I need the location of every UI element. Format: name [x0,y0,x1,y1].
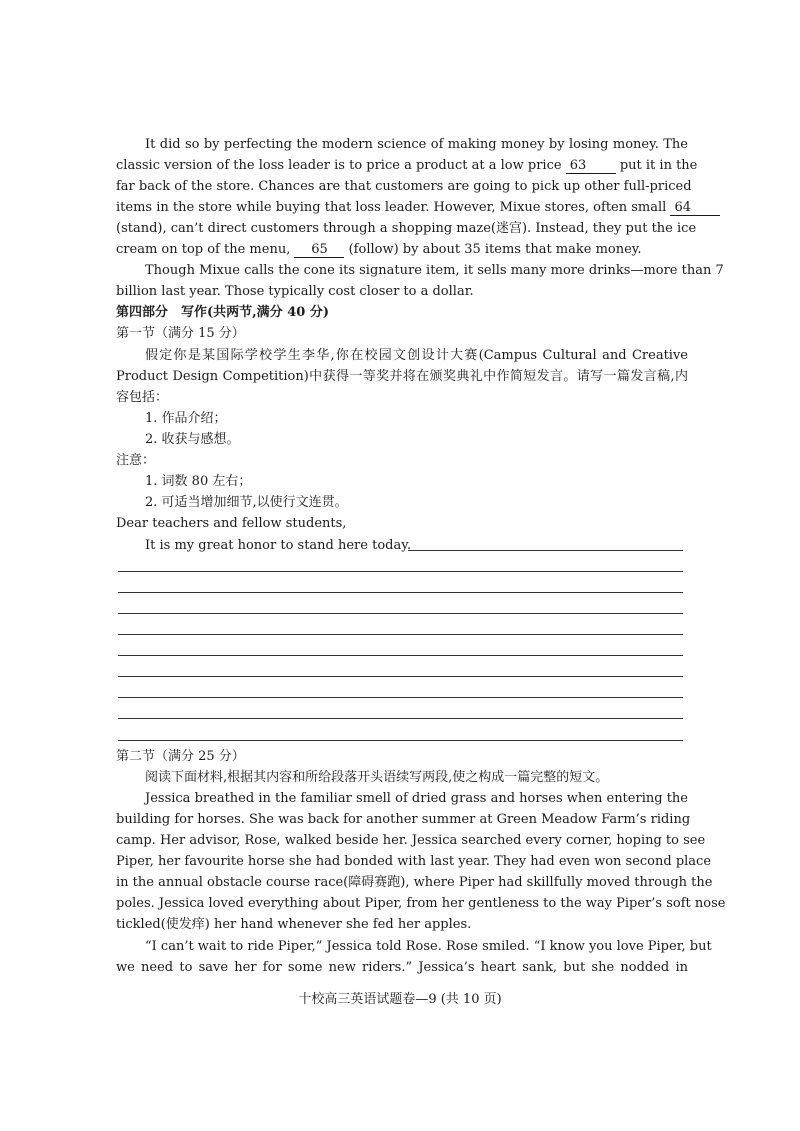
note-item-2: 2. 可适当增加细节,以使行文连贯。 [145,495,348,510]
blank-64: 64 [670,200,720,216]
story-line-9: we need to save her for some new riders.” Jessica’s heart sank, but she nodded in [116,960,688,975]
passage-line-4: items in the store while buying that loss leader. However, Mixue stores, often small 64 [116,197,688,218]
writing-line[interactable] [118,634,683,635]
section1-prompt-1: 假定你是某国际学校学生李华,你在校园文创设计大赛(Campus Cultural and Creative [145,348,688,363]
story-line-5: in the annual obstacle course race(障碍赛跑), where Piper had skillfully moved through the [116,875,713,890]
passage-line-1: It did so by perfecting the modern science of making money by losing money. The [145,137,688,152]
writing-line[interactable] [118,592,683,593]
section1-title: 第一节（满分 15 分） [116,326,245,341]
writing-line[interactable] [118,718,683,719]
page-footer: 十校高三英语试题卷—9 (共 10 页) [298,992,502,1007]
section2-title: 第二节（满分 25 分） [116,749,245,764]
story-line-2: building for horses. She was back for another summer at Green Meadow Farm’s riding [116,812,691,827]
content-item-2: 2. 收获与感想。 [145,432,240,447]
passage-line-7: Though Mixue calls the cone its signature item, it sells many more drinks—more than 7 [145,263,724,278]
story-line-6: poles. Jessica loved everything about Piper, from her gentleness to the way Piper’s soft nose [116,896,726,911]
note-label: 注意： [116,453,156,468]
section1-prompt-2: Product Design Competition)中获得一等奖并将在颁奖典礼中作简短发言。请写一篇发言稿,内 [116,369,688,384]
note-item-1: 1. 词数 80 左右； [145,474,252,489]
writing-line[interactable] [118,571,683,572]
passage-line-5: (stand), can’t direct customers through a shopping maze(迷宫). Instead, they put the ice [116,221,697,236]
section1-prompt-3: 容包括： [116,390,169,405]
part4-heading: 第四部分 写作(共两节,满分 40 分) [116,305,329,320]
writing-line[interactable] [118,740,683,741]
story-line-7: tickled(使发痒) her hand whenever she fed her apples. [116,917,472,932]
content-item-1: 1. 作品介绍； [145,411,227,426]
passage-line-3: far back of the store. Chances are that customers are going to pick up other full-priced [116,179,692,194]
writing-line[interactable] [408,550,683,551]
story-line-1: Jessica breathed in the familiar smell of dried grass and horses when entering the [145,791,688,806]
story-line-8: “I can’t wait to ride Piper,” Jessica told Rose. Rose smiled. “I know you love Piper, but [145,939,712,954]
opening-sentence: It is my great honor to stand here today. [145,538,411,553]
section2-instruction: 阅读下面材料,根据其内容和所给段落开头语续写两段,使之构成一篇完整的短文。 [145,770,609,785]
passage-line-6: cream on top of the menu, 65 (follow) by about 35 items that make money. [116,242,642,257]
passage-line-8: billion last year. Those typically cost closer to a dollar. [116,284,474,299]
writing-line[interactable] [118,697,683,698]
passage-line-2: classic version of the loss leader is to price a product at a low price 63 put it in the [116,158,698,173]
story-line-4: Piper, her favourite horse she had bonded with last year. They had even won second place [116,854,712,869]
writing-line[interactable] [118,676,683,677]
blank-65: 65 [294,242,344,258]
story-line-3: camp. Her advisor, Rose, walked beside her. Jessica searched every corner, hoping to see [116,833,706,848]
writing-line[interactable] [118,613,683,614]
writing-line[interactable] [118,655,683,656]
salutation: Dear teachers and fellow students, [116,516,347,531]
blank-63: 63 [566,158,616,174]
